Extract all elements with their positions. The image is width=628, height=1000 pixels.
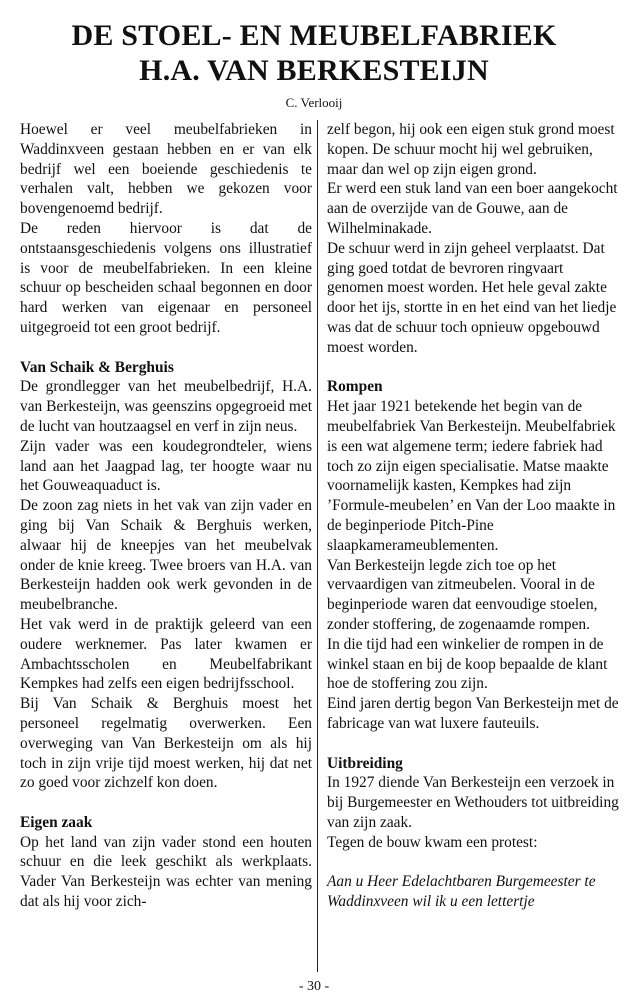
section-heading-uitbreiding: Uitbreiding	[327, 754, 403, 772]
paragraph: Op het land van zijn vader stond een houten schuur en die leek geschikt als werkplaats. Vader Van Berkesteijn was echter van mening dat als hij voor zich-	[20, 833, 312, 911]
paragraph: Van Berkesteijn legde zich toe op het vervaardigen van zitmeubelen. Vooral in de beginperiode waren dat eenvoudige stoelen, zonder stoffering, de zogenaamde rompen.	[327, 556, 598, 633]
author-byline: C. Verlooij	[285, 95, 343, 110]
title-line-1: DE STOEL- EN MEUBELFABRIEK	[71, 19, 557, 52]
paragraph: De schuur werd in zijn geheel verplaatst. Dat ging goed totdat de bevroren ringvaart genomen moest worden. Het hele geval zakte door het ijs, stortte in en het eind van het liedje was dat de schuur toch opnieuw opgebouwd moest worden.	[327, 239, 617, 356]
spacer	[20, 793, 312, 813]
section-heading-rompen: Rompen	[327, 378, 383, 396]
paragraph: Het jaar 1921 betekende het begin van de meubelfabriek Van Berkesteijn. Meubelfabriek is een wat algemene term; iedere fabriek had toch zo zijn eigen specialisatie. Matse maakte voornamelijk kasten, Kempkes had zijn ’Formule-meubelen’ en Van der Loo maakte in de beginperiode Pitch-Pine slaapkamerameublementen.	[327, 398, 616, 554]
paragraph: zelf begon, hij ook een eigen stuk grond moest kopen. De schuur mocht hij wel gebruiken, maar dan wel op zijn eigen grond.	[327, 121, 615, 178]
spacer	[327, 734, 621, 754]
paragraph: In die tijd had een winkelier de rompen in de winkel staan en bij de koop bepaalde de klant hoe de stoffering zou zijn.	[327, 635, 608, 693]
paragraph: De zoon zag niets in het vak van zijn vader en ging bij Van Schaik & Berghuis werken, alwaar hij de kneepjes van het meubelvak onder de knie kreeg. Twee broers van H.A. van Berkesteijn hadden ook werk gevonden in de meubelbranche.	[20, 497, 312, 614]
spacer	[20, 338, 312, 358]
paragraph: De grondlegger van het meubelbedrijf, H.A. van Berkesteijn, was geenszins opgegroeid met de lucht van houtzaagsel en verf in zijn neus.	[20, 378, 312, 435]
paragraph: Er werd een stuk land van een boer aangekocht aan de overzijde van de Gouwe, aan de Wilhelminakade.	[327, 180, 618, 237]
paragraph: Bij Van Schaik & Berghuis moest het personeel regelmatig overwerken. Een overweging van Van Berkesteijn om als hij toch in zijn vrije tijd moest werken, hij dat net zo goed voor zichzelf kon doen.	[20, 695, 312, 792]
article-title	[0, 18, 628, 88]
column-divider	[317, 120, 318, 972]
title-line-2: H.A. VAN BERKESTEIJN	[139, 54, 489, 87]
intro-paragraph-2: De reden hiervoor is dat de ontstaansgeschiedenis volgens ons illustratief is voor de meubelfabrieken. In een kleine schuur op bescheiden schaal begonnen en door hard werken van eigenaar en personeel uitgegroeid tot een groot bedrijf.	[20, 219, 312, 336]
page-number: - 30 -	[298, 979, 330, 994]
paragraph: Eind jaren dertig begon Van Berkesteijn met de fabricage van wat luxere fauteuils.	[327, 695, 619, 732]
paragraph: Het vak werd in de praktijk geleerd van een oudere werknemer. Pas later kwamen er Ambachtsscholen en Meubelfabrikant Kempkes had zelfs een eigen bedrijfsschool.	[20, 615, 312, 693]
section-heading-van-schaik: Van Schaik & Berghuis	[20, 358, 174, 376]
spacer	[327, 852, 621, 872]
paragraph: In 1927 diende Van Berkesteijn een verzoek in bij Burgemeester en Wethouders tot uitbreiding van zijn zaak.	[327, 774, 619, 831]
spacer	[327, 358, 621, 378]
paragraph: Tegen de bouw kwam een protest:	[327, 833, 538, 851]
letter-quote: Aan u Heer Edelachtbaren Burgemeester te Waddinxveen wil ik u een lettertje	[327, 873, 596, 911]
paragraph: Zijn vader was een koudegrondteler, wiens land aan het Jaagpad lag, ter hoogte waar nu het Gouweaquaduct is.	[20, 437, 312, 495]
left-column	[20, 120, 312, 912]
section-heading-eigen-zaak: Eigen zaak	[20, 813, 93, 831]
intro-paragraph-1: Hoewel er veel meubelfabrieken in Waddinxveen gestaan hebben en er van elk bedrijf wel een boeiende geschiedenis te verhalen valt, hebben we gekozen voor bovengenoemd bedrijf.	[20, 121, 312, 218]
right-column	[327, 120, 621, 912]
